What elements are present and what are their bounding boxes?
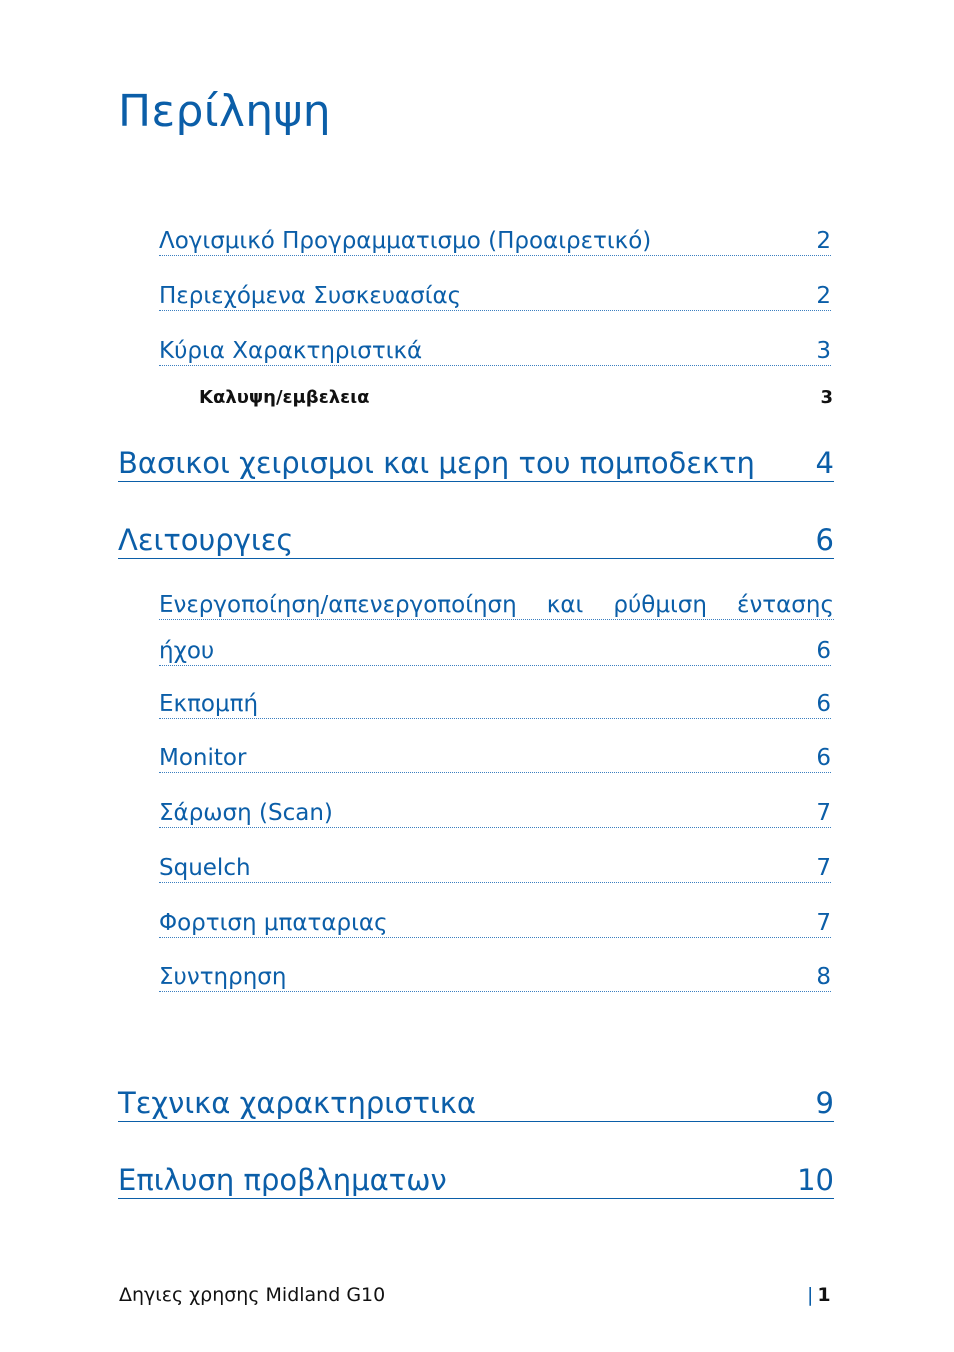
- toc-page-number: 10: [797, 1163, 834, 1197]
- toc-label: Φορτιση μπαταριας: [159, 910, 388, 936]
- toc-entry-transmission[interactable]: [159, 689, 831, 719]
- toc-label: Εκπομπή: [159, 691, 259, 717]
- toc-label: Βασικοι χειρισμοι και μερη του πομποδεκτη: [118, 446, 755, 480]
- toc-entry-main-features[interactable]: [159, 336, 831, 366]
- toc-page-number: 6: [815, 523, 834, 557]
- toc-page-number: 2: [816, 283, 831, 309]
- toc-label: Squelch: [159, 855, 251, 881]
- toc-entry-scan[interactable]: [159, 798, 831, 828]
- toc-page-number: 2: [816, 228, 831, 254]
- footer-page-number: [807, 1284, 831, 1306]
- toc-page-number: 6: [816, 638, 831, 664]
- toc-label-word: και: [546, 592, 584, 618]
- toc-label: Σάρωση (Scan): [159, 800, 333, 826]
- toc-label: Κύρια Χαρακτηριστικά: [159, 338, 423, 364]
- toc-page-number: 8: [816, 964, 831, 990]
- toc-page-number: 6: [816, 691, 831, 717]
- toc-entry-package-contents[interactable]: [159, 281, 831, 311]
- footer-doc-name: Δηγιες χρησης Midland G10: [119, 1284, 386, 1306]
- toc-label-line: [159, 634, 831, 666]
- toc-page-number: 9: [815, 1086, 834, 1120]
- toc-label: Λειτουργιες: [118, 523, 294, 557]
- toc-entry-squelch[interactable]: [159, 853, 831, 883]
- footer-separator: |: [807, 1284, 814, 1306]
- toc-entry-monitor[interactable]: [159, 743, 831, 773]
- toc-label-line: [159, 588, 834, 620]
- toc-page-number: 7: [816, 800, 831, 826]
- toc-label-word: έντασης: [737, 592, 834, 618]
- toc-entry-basic-controls[interactable]: [118, 444, 834, 482]
- page-title: Περίληψη: [118, 86, 331, 137]
- toc-entry-maintenance[interactable]: [159, 962, 831, 992]
- toc-label-word: Ενεργοποίηση/απενεργοποίηση: [159, 592, 517, 618]
- toc-page-number: 3: [816, 338, 831, 364]
- toc-entry-software[interactable]: [159, 226, 831, 256]
- toc-entry-troubleshooting[interactable]: [118, 1161, 834, 1199]
- toc-entry-functions[interactable]: [118, 521, 834, 559]
- toc-label: Λογισμικό Προγραμματισμο (Προαιρετικό): [159, 228, 652, 254]
- toc-label: Περιεχόμενα Συσκευασίας: [159, 283, 462, 309]
- toc-entry-tech-specs[interactable]: [118, 1084, 834, 1122]
- toc-label: Καλυψη/εμβελεια: [199, 387, 370, 408]
- toc-page-number: 3: [820, 387, 833, 408]
- toc-entry-battery[interactable]: [159, 908, 831, 938]
- toc-label: Επιλυση προβληματων: [118, 1163, 447, 1197]
- toc-label: Τεχνικα χαρακτηριστικα: [118, 1086, 476, 1120]
- toc-page-number: 4: [815, 446, 834, 480]
- toc-entry-coverage[interactable]: [199, 384, 833, 408]
- toc-entry-power-volume[interactable]: [159, 588, 834, 664]
- toc-label: Monitor: [159, 745, 247, 771]
- toc-page-number: 7: [816, 855, 831, 881]
- footer-page-value: 1: [817, 1284, 831, 1306]
- toc-label-word: ήχου: [159, 638, 215, 664]
- toc-page-number: 6: [816, 745, 831, 771]
- toc-label: Συντηρηση: [159, 964, 287, 990]
- toc-label-word: ρύθμιση: [613, 592, 707, 618]
- toc-page-number: 7: [816, 910, 831, 936]
